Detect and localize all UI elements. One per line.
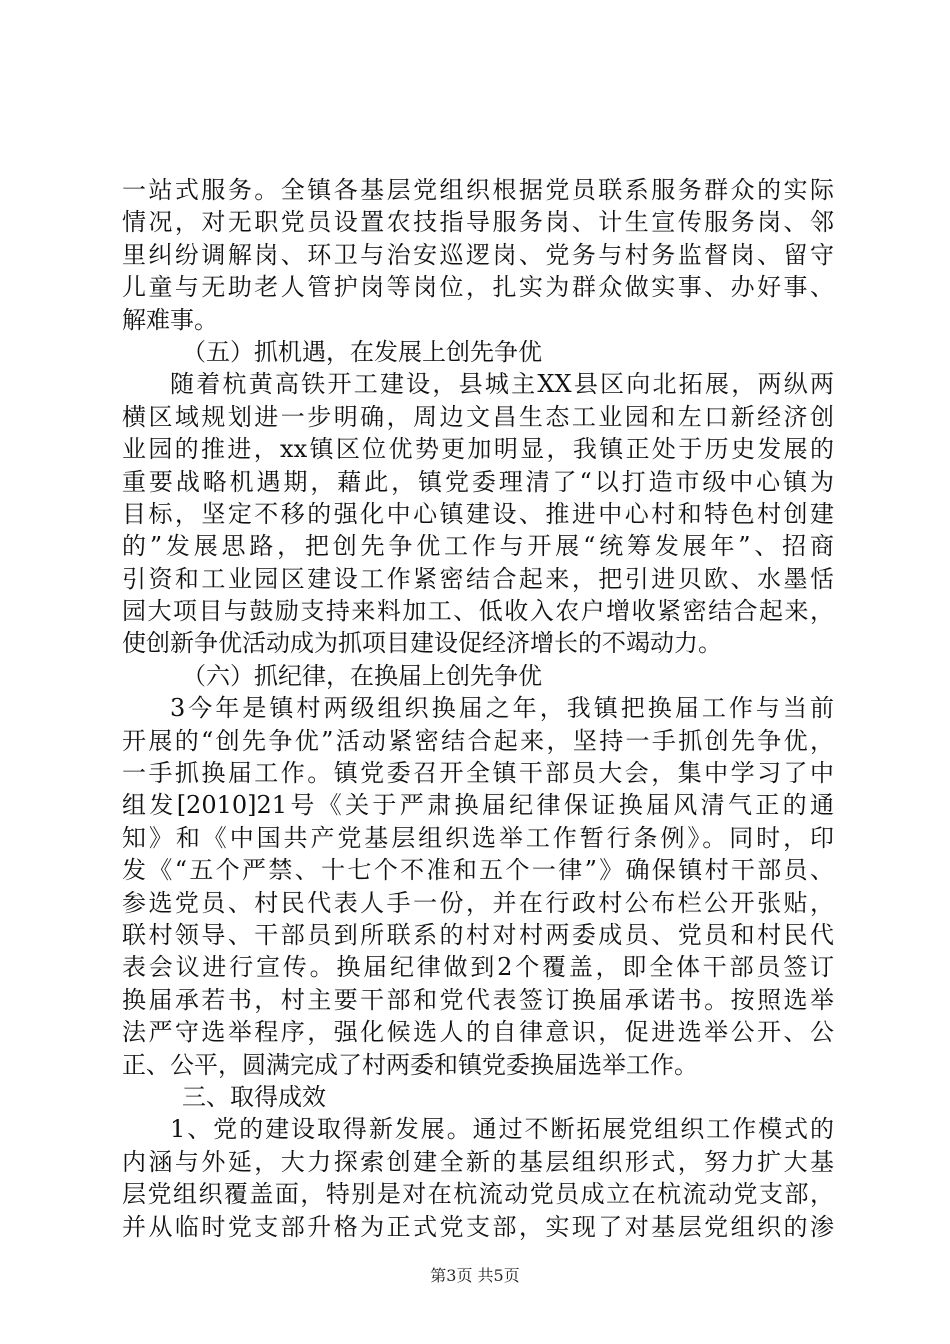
text-line: 发《“五个严禁、十七个不准和五个一律”》确保镇村干部员、	[122, 856, 834, 885]
text-line: 换届承若书，村主要干部和党代表签订换届承诺书。按照选举	[122, 985, 834, 1014]
text-line: 园大项目与鼓励支持来料加工、低收入农户增收紧密结合起来，	[122, 597, 834, 626]
text-line: 业园的推进，xx镇区位优势更加明显，我镇正处于历史发展的	[122, 435, 834, 464]
text-line: 内涵与外延，大力探索创建全新的基层组织形式，努力扩大基	[122, 1147, 834, 1176]
text-line: 目标，坚定不移的强化中心镇建设、推进中心村和特色村创建	[122, 499, 834, 528]
text-line: 层党组织覆盖面，特别是对在杭流动党员成立在杭流动党支部，	[122, 1180, 834, 1209]
text-line: 的”发展思路，把创先争优工作与开展“统筹发展年”、招商	[122, 532, 834, 561]
text-line: 并从临时党支部升格为正式党支部，实现了对基层党组织的渗	[122, 1212, 834, 1241]
section-heading: 三、取得成效	[182, 1082, 326, 1111]
text-line: 开展的“创先争优”活动紧密结合起来，坚持一手抓创先争优，	[122, 726, 834, 755]
text-line: 1、党的建设取得新发展。通过不断拓展党组织工作模式的	[170, 1115, 834, 1144]
text-line: 横区域规划进一步明确，周边文昌生态工业园和左口新经济创	[122, 402, 834, 431]
text-line: 组发[2010]21号《关于严肃换届纪律保证换届风清气正的通	[122, 791, 834, 820]
page-footer: 第3页 共5页	[430, 1266, 520, 1285]
text-line: 3今年是镇村两级组织换届之年，我镇把换届工作与当前	[170, 694, 834, 723]
document-body	[122, 174, 834, 1243]
text-line: 随着杭黄高铁开工建设，县城主XX县区向北拓展，两纵两	[170, 370, 834, 399]
text-line: 表会议进行宣传。换届纪律做到2个覆盖，即全体干部员签订	[122, 953, 834, 982]
section-heading: （五）抓机遇，在发展上创先争优	[182, 337, 542, 366]
text-line: 联村领导、干部员到所联系的村对村两委成员、党员和村民代	[122, 920, 834, 949]
text-line: 重要战略机遇期，藉此，镇党委理清了“以打造市级中心镇为	[122, 467, 834, 496]
text-line: 一手抓换届工作。镇党委召开全镇干部员大会，集中学习了中	[122, 759, 834, 788]
text-line: 解难事。	[122, 305, 218, 334]
text-line: 知》和《中国共产党基层组织选举工作暂行条例》。同时，印	[122, 823, 834, 852]
text-line: 使创新争优活动成为抓项目建设促经济增长的不竭动力。	[122, 629, 722, 658]
text-line: 里纠纷调解岗、环卫与治安巡逻岗、党务与村务监督岗、留守	[122, 240, 834, 269]
section-heading: （六）抓纪律，在换届上创先争优	[182, 661, 542, 690]
text-line: 情况，对无职党员设置农技指导服务岗、计生宣传服务岗、邻	[122, 208, 834, 237]
text-line: 一站式服务。全镇各基层党组织根据党员联系服务群众的实际	[122, 176, 834, 204]
text-line: 引资和工业园区建设工作紧密结合起来，把引进贝欧、水墨恬	[122, 564, 834, 593]
text-line: 儿童与无助老人管护岗等岗位，扎实为群众做实事、办好事、	[122, 273, 834, 302]
text-line: 正、公平，圆满完成了村两委和镇党委换届选举工作。	[122, 1050, 698, 1079]
text-line: 法严守选举程序，强化候选人的自律意识，促进选举公开、公	[122, 1018, 834, 1047]
text-line: 参选党员、村民代表人手一份，并在行政村公布栏公开张贴，	[122, 888, 834, 917]
